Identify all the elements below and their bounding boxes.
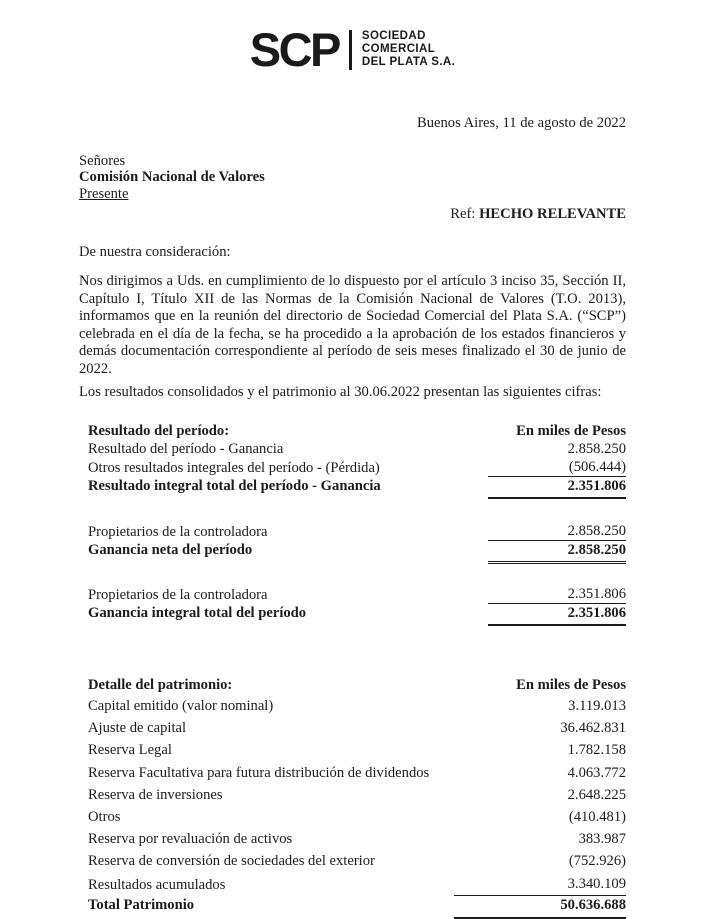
recipient-presente: Presente <box>79 185 129 202</box>
table-row <box>88 762 626 784</box>
table-row <box>88 850 626 872</box>
row-value: 1.782.158 <box>567 742 626 759</box>
table-row <box>88 458 626 477</box>
table-row <box>88 440 626 458</box>
table-row <box>88 522 626 541</box>
results-unit-header: En miles de Pesos <box>516 422 626 439</box>
ref-line <box>79 206 626 224</box>
results-table-title: Resultado del período: <box>88 422 230 439</box>
row-label: Resultado del período - Ganancia <box>88 440 284 457</box>
double-rule <box>488 497 626 500</box>
table-total-row <box>88 541 626 559</box>
equity-table <box>79 676 626 919</box>
row-value: 3.340.109 <box>454 873 626 896</box>
row-value: 2.648.225 <box>567 786 626 803</box>
letter-salutation: De nuestra consideración: <box>79 243 231 260</box>
scp-logo-acronym: SCP <box>249 22 339 76</box>
row-value: 2.858.250 <box>567 542 626 558</box>
row-value: 2.351.806 <box>488 585 626 604</box>
row-value: 50.636.688 <box>560 896 626 913</box>
row-label: Reserva Legal <box>88 742 172 759</box>
row-value: (506.444) <box>488 458 626 477</box>
integral-gain-table <box>79 585 626 627</box>
row-value: 2.351.806 <box>567 604 626 621</box>
row-label: Ajuste de capital <box>88 720 187 737</box>
row-value: 36.462.831 <box>560 720 626 737</box>
recipient-name: Comisión Nacional de Valores <box>79 169 265 185</box>
net-gain-table <box>79 522 626 564</box>
row-label: Ganancia neta del período <box>88 542 253 558</box>
row-value: (752.926) <box>568 853 626 870</box>
results-table-header <box>88 422 626 440</box>
equity-unit-header: En miles de Pesos <box>516 677 626 693</box>
row-label: Resultados acumulados <box>88 876 226 893</box>
figures-intro-line: Los resultados consolidados y el patrimonio al 30.06.2022 presentan las siguientes cifras: <box>79 384 602 400</box>
row-label: Otros resultados integrales del período - (Pérdida) <box>88 459 380 476</box>
equity-table-title: Detalle del patrimonio: <box>88 677 233 693</box>
table-total-row <box>88 604 626 622</box>
scp-logo-divider <box>349 30 352 70</box>
table-row <box>88 828 626 850</box>
row-value: 383.987 <box>578 831 626 848</box>
table-row <box>88 695 626 717</box>
double-rule <box>488 561 626 564</box>
row-label: Reserva Facultativa para futura distribución de dividendos <box>88 764 430 781</box>
letter-body-paragraph: Nos dirigimos a Uds. en cumplimiento de lo dispuesto por el artículo 3 inciso 35, Sección II, Capítulo I, Título XII de las Normas de la Comisión Nacional de Valores (T.O. 2013), informamos que en la reunión del directorio de Sociedad Comercial del Plata S.A. (“SCP”) celebrada en el día de la fecha, se ha procedido a la aprobación de los estados financieros y demás documentación correspondiente al período de seis meses finalizado el 30 de junio de 2022. <box>79 273 626 377</box>
scp-logo-name-line2: COMERCIAL <box>361 43 436 55</box>
scp-logo <box>79 22 626 76</box>
row-label: Reserva de inversiones <box>88 786 223 803</box>
row-label: Reserva por revaluación de activos <box>88 831 293 848</box>
date-line: Buenos Aires, 11 de agosto de 2022 <box>416 115 626 131</box>
table-row <box>88 873 626 896</box>
table-row <box>88 739 626 761</box>
table-row <box>88 585 626 604</box>
scp-logo-name-line3: DEL PLATA S.A. <box>361 56 456 68</box>
recipient-block <box>79 153 626 203</box>
double-rule <box>488 624 626 627</box>
row-value: (410.481) <box>568 809 626 826</box>
row-value: 2.858.250 <box>488 522 626 541</box>
results-table <box>79 422 626 500</box>
row-label: Ganancia integral total del período <box>88 604 307 621</box>
ref-label: Ref: <box>450 206 476 222</box>
equity-table-header <box>88 676 626 695</box>
row-label: Propietarios de la controladora <box>88 586 268 603</box>
row-label: Reserva de conversión de sociedades del exterior <box>88 853 375 870</box>
row-value: 2.858.250 <box>567 440 626 457</box>
table-total-row <box>88 896 626 915</box>
table-total-row <box>88 477 626 495</box>
table-row <box>88 784 626 806</box>
recipient-salutation: Señores <box>79 152 126 169</box>
scp-logo-name <box>362 30 455 69</box>
row-label: Total Patrimonio <box>88 896 195 913</box>
row-label: Capital emitido (valor nominal) <box>88 698 274 714</box>
scp-logo-name-line1: SOCIEDAD <box>361 30 426 42</box>
row-value: 4.063.772 <box>567 764 626 781</box>
row-label: Otros <box>88 809 121 826</box>
row-label: Resultado integral total del período - Ganancia <box>88 477 381 494</box>
row-value: 3.119.013 <box>568 698 626 714</box>
table-row <box>88 717 626 739</box>
ref-value: HECHO RELEVANTE <box>479 206 626 222</box>
row-label: Propietarios de la controladora <box>88 524 268 540</box>
row-value: 2.351.806 <box>567 477 626 494</box>
table-row <box>88 806 626 828</box>
